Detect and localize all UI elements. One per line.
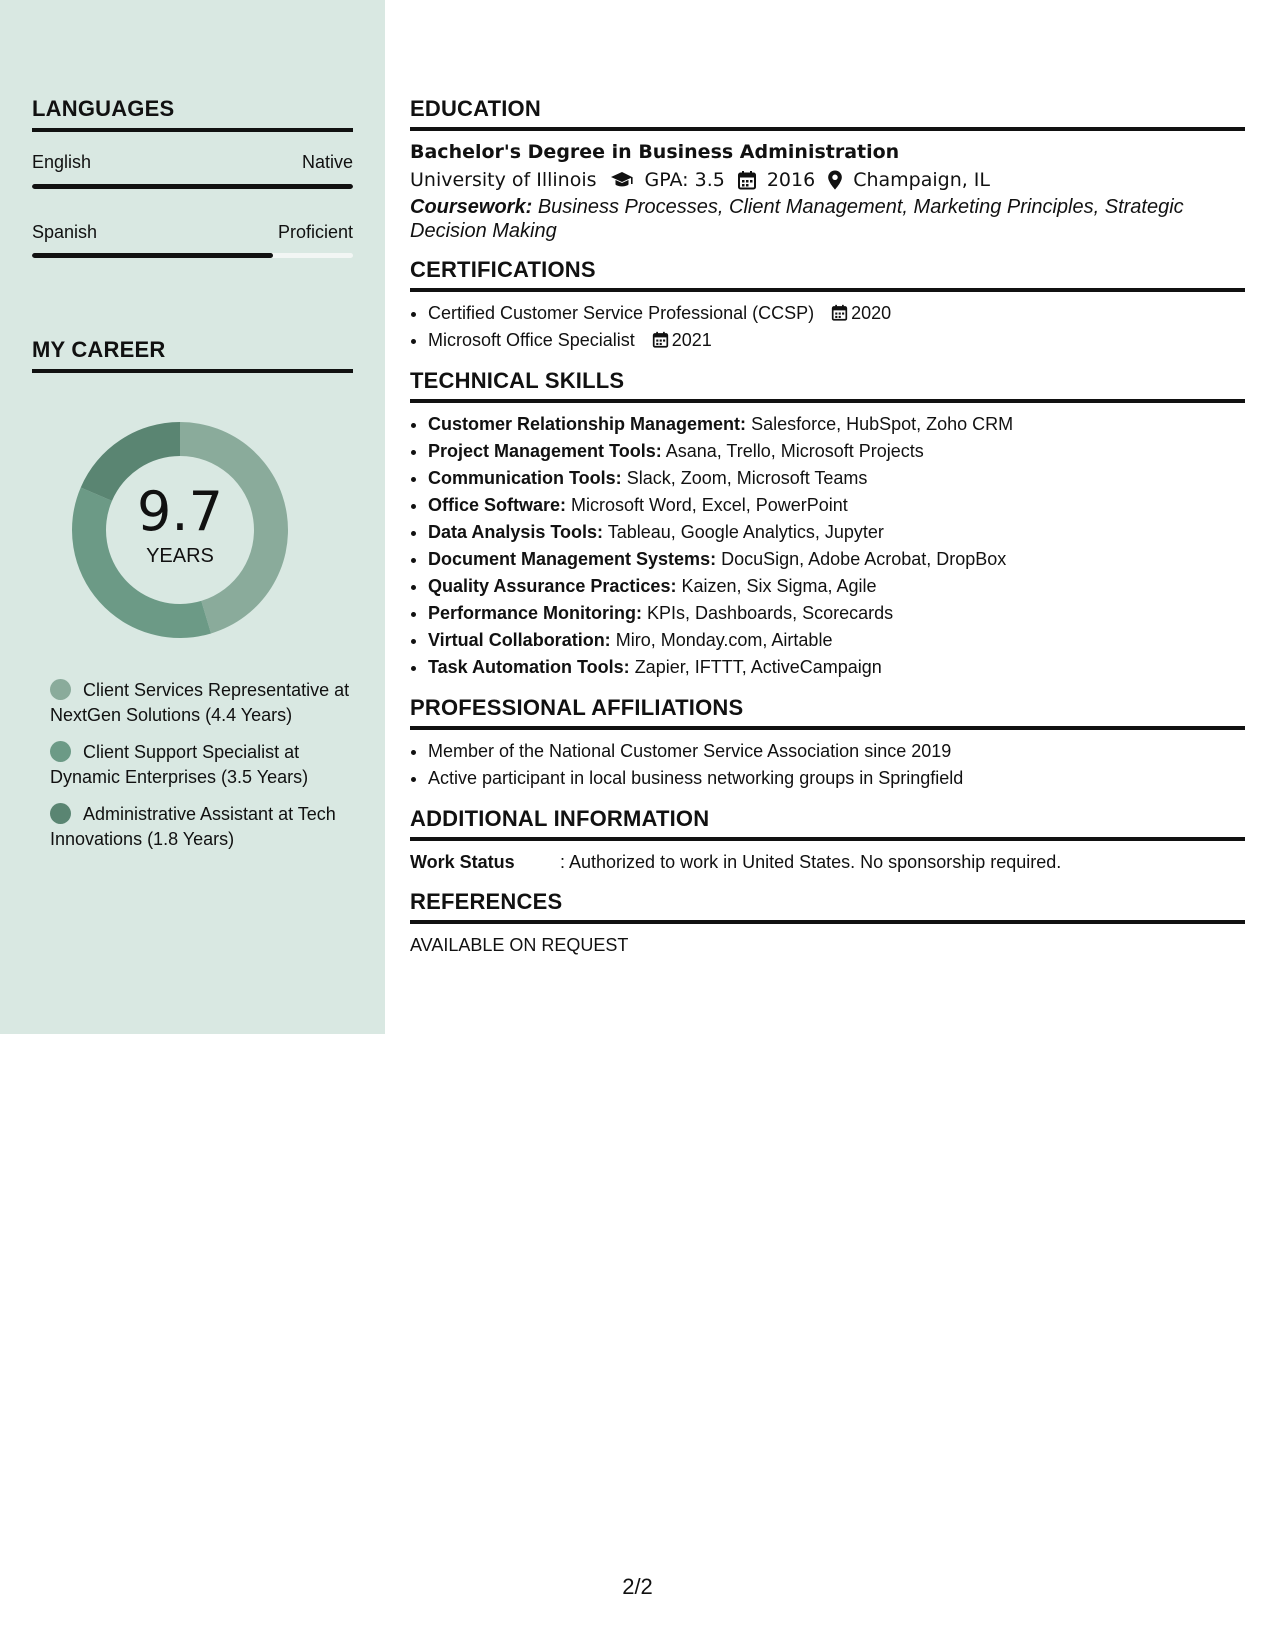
certification-name: Certified Customer Service Professional (CCSP) [428, 303, 815, 323]
career-legend-label: Administrative Assistant at Tech Innovations (1.8 Years) [50, 804, 336, 849]
skill-category: Data Analysis Tools: [428, 522, 604, 542]
references-text: AVAILABLE ON REQUEST [410, 935, 629, 955]
calendar-icon [652, 331, 669, 348]
skill-item [428, 519, 1245, 546]
skill-category: Customer Relationship Management: [428, 414, 747, 434]
main-content [410, 96, 1245, 958]
skill-values: Zapier, IFTTT, ActiveCampaign [634, 657, 882, 677]
technical-skills-list [410, 411, 1245, 681]
career-total-unit: YEARS [146, 544, 214, 567]
skill-item [428, 573, 1245, 600]
language-name: Spanish [32, 222, 98, 242]
certification-year: 2021 [671, 330, 712, 350]
career-total-years: 9.7 [137, 479, 223, 543]
affiliations-list [410, 738, 1245, 792]
language-level-bar-english [32, 184, 353, 189]
education-location: Champaign, IL [853, 169, 991, 191]
certification-year: 2020 [851, 303, 892, 323]
language-level: Native [301, 152, 353, 172]
language-level-bar-spanish [32, 253, 353, 258]
skill-values: Salesforce, HubSpot, Zoho CRM [751, 414, 1014, 434]
skill-item [428, 492, 1245, 519]
technical-skills-heading: TECHNICAL SKILLS [410, 368, 1245, 403]
career-legend-item [50, 740, 350, 790]
coursework-label: Coursework: [410, 196, 533, 218]
career-heading: MY CAREER [32, 337, 353, 373]
skill-category: Document Management Systems: [428, 549, 717, 569]
skill-category: Virtual Collaboration: [428, 630, 611, 650]
education-coursework [410, 195, 1245, 243]
work-status-value: : Authorized to work in United States. No sponsorship required. [560, 852, 1062, 872]
education-meta [410, 165, 1245, 195]
skill-category: Task Automation Tools: [428, 657, 630, 677]
skill-item [428, 546, 1245, 573]
career-legend-label: Client Services Representative at NextGen Solutions (4.4 Years) [50, 680, 350, 725]
education-degree: Bachelor's Degree in Business Administration [410, 141, 900, 163]
skill-category: Office Software: [428, 495, 567, 515]
career-legend-item [50, 678, 350, 728]
references-section [410, 889, 1245, 958]
education-year: 2016 [766, 169, 816, 191]
calendar-icon [737, 170, 757, 190]
skill-values: KPIs, Dashboards, Scorecards [647, 603, 894, 623]
certifications-section [410, 257, 1245, 354]
affiliations-section [410, 695, 1245, 792]
skill-category: Performance Monitoring: [428, 603, 643, 623]
page-number: 2/2 [622, 1574, 653, 1599]
skill-values: Microsoft Word, Excel, PowerPoint [571, 495, 848, 515]
education-school: University of Illinois [410, 169, 597, 191]
skill-item [428, 465, 1245, 492]
skill-values: Slack, Zoom, Microsoft Teams [626, 468, 868, 488]
coursework-list: Business Processes, Client Management, Marketing Principles, Strategic Decision Making [410, 196, 1184, 242]
career-donut-chart [66, 416, 294, 644]
sidebar [0, 0, 385, 1034]
career-donut-center [66, 416, 294, 644]
education-gpa: GPA: 3.5 [644, 169, 725, 191]
technical-skills-section [410, 368, 1245, 681]
career-legend [50, 678, 350, 864]
language-level-fill [32, 253, 273, 258]
certification-item [428, 300, 1245, 327]
skill-values: DocuSign, Adobe Acrobat, DropBox [721, 549, 1007, 569]
work-status-label: Work Status [410, 852, 515, 872]
skill-category: Quality Assurance Practices: [428, 576, 677, 596]
language-row-spanish [32, 222, 353, 243]
education-heading: EDUCATION [410, 96, 1245, 131]
career-legend-label: Client Support Specialist at Dynamic Enterprises (3.5 Years) [50, 742, 309, 787]
graduation-cap-icon [609, 170, 635, 190]
language-level-fill [32, 184, 353, 189]
skill-item [428, 600, 1245, 627]
skill-item [428, 654, 1245, 681]
skill-category: Communication Tools: [428, 468, 622, 488]
legend-dot [50, 741, 71, 762]
affiliation-item: • Active participant in local business networking groups in Springfield [428, 765, 1245, 792]
certifications-heading: CERTIFICATIONS [410, 257, 1245, 292]
work-status-row [410, 849, 1245, 875]
legend-dot [50, 679, 71, 700]
legend-dot [50, 803, 71, 824]
skill-item [428, 627, 1245, 654]
language-row-english [32, 152, 353, 173]
additional-info-section [410, 806, 1245, 875]
skill-category: Project Management Tools: [428, 441, 662, 461]
certification-item [428, 327, 1245, 354]
affiliation-item: • Member of the National Customer Service Association since 2019 [428, 738, 1245, 765]
skill-item [428, 411, 1245, 438]
career-legend-item [50, 802, 350, 852]
skill-values: Miro, Monday.com, Airtable [615, 630, 833, 650]
languages-heading: LANGUAGES [32, 96, 353, 132]
affiliations-heading: PROFESSIONAL AFFILIATIONS [410, 695, 1245, 730]
skill-item [428, 438, 1245, 465]
additional-info-heading: ADDITIONAL INFORMATION [410, 806, 1245, 841]
certification-name: Microsoft Office Specialist [428, 330, 635, 350]
language-name: English [32, 152, 92, 172]
certifications-list [410, 300, 1245, 354]
references-heading: REFERENCES [410, 889, 1245, 924]
education-section [410, 96, 1245, 243]
skill-values: Kaizen, Six Sigma, Agile [681, 576, 877, 596]
skill-values: Asana, Trello, Microsoft Projects [665, 441, 924, 461]
map-pin-icon [827, 170, 843, 190]
skill-values: Tableau, Google Analytics, Jupyter [607, 522, 884, 542]
language-level: Proficient [277, 222, 353, 242]
calendar-icon [831, 304, 848, 321]
